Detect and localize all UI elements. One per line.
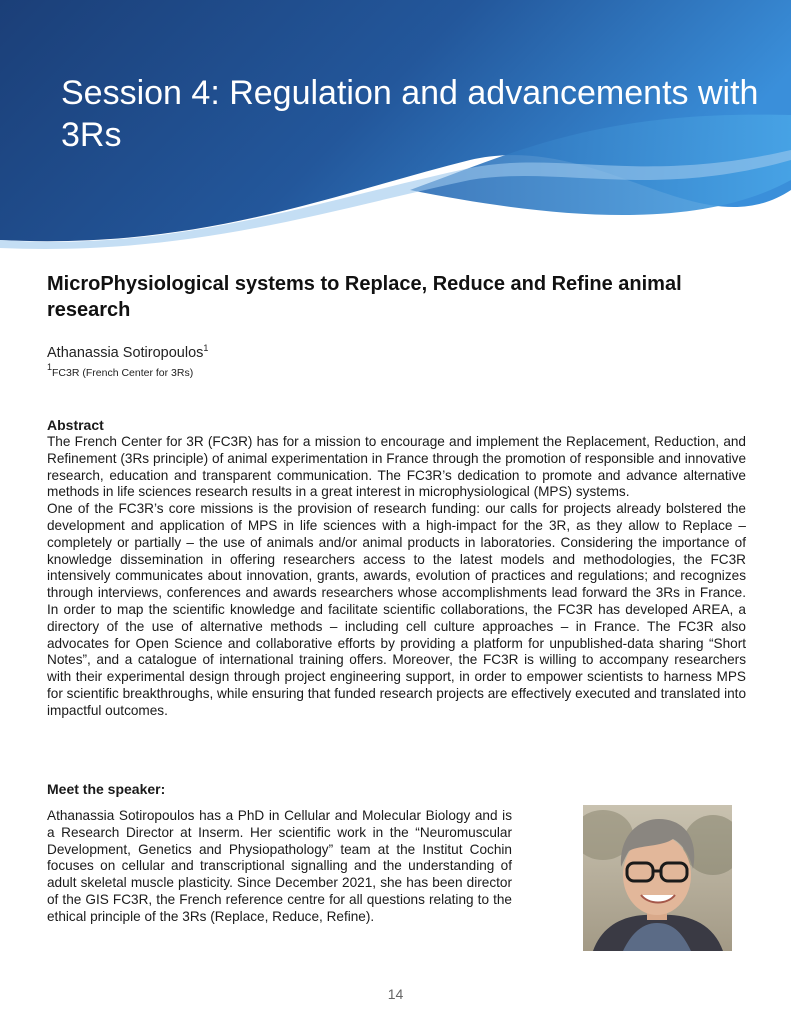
speaker-bio: Athanassia Sotiropoulos has a PhD in Cellular and Molecular Biology and is a Research Director at Inserm. Her scientific work in the “Neuromuscular Development, Genetics and Physiopathology” team at the Institut Cochin focuses on cellular and transcriptional signalling and the understanding of adult skeletal muscle plasticity. Since December 2021, she has been director of the GIS FC3R, the French reference centre for all questions relating to the ethical principle of the 3Rs (Replace, Reduce, Refine). [47, 808, 512, 924]
author-superscript: 1 [203, 343, 209, 353]
speaker-photo [583, 805, 732, 951]
affiliation: FC3R (French Center for 3Rs) [52, 367, 194, 379]
abstract-paragraph: The French Center for 3R (FC3R) has for a mission to encourage and implement the Replacement, Reduction, and Refinement (3Rs principle) of animal experimentation in France through the promotion of responsible and innovative research, education and transparent communication. The FC3R’s dedication to promote and advance alternative methods in life sciences research results in a great interest in microphysiological (MPS) systems. [47, 434, 746, 500]
author-name: Athanassia Sotiropoulos [47, 345, 204, 361]
abstract-paragraph: One of the FC3R’s core missions is the provision of research funding: our calls for projects already bolstered the development and application of MPS in life sciences with a high-impact for the 3R, as they allow to Replace – completely or partially – the use of animals and/or animal products in laboratories. Considering the importance of knowledge dissemination in offering researchers access to the latest models and methodologies, the FC3R intensively communicates about innovation, grants, awards, evolution of practices and regulations; and recognizes through interviews, conferences and awards researchers whose accomplishments lead forward the 3Rs in France. In order to map the scientific knowledge and facilitate scientific collaborations, the FC3R has developed AREA, a directory of the use of alternative methods – including cell culture approaches – in France. The FC3R also advocates for Open Science and collaborative efforts by providing a platform for unpublished-data sharing “Short Notes”, and a catalogue of international training offers. Moreover, the FC3R is willing to accompany researchers with their experimental design through project engineering support, in order to empower scientists to harness MPS for scientific breakthroughs, while ensuring that funded research projects are effectively executed and translated into impactful outcomes. [47, 501, 746, 718]
speaker-heading: Meet the speaker: [47, 781, 166, 797]
speaker-portrait-image [583, 805, 732, 951]
affiliation-line [47, 362, 193, 379]
abstract-body [47, 434, 746, 720]
abstract-heading: Abstract [47, 417, 104, 433]
session-title: Session 4: Regulation and advancements with 3Rs [61, 74, 759, 154]
affiliation-superscript: 1 [47, 362, 53, 372]
author-line [47, 343, 208, 361]
page-number: 14 [387, 986, 404, 1002]
talk-title: MicroPhysiological systems to Replace, Reduce and Refine animal research [47, 273, 682, 321]
